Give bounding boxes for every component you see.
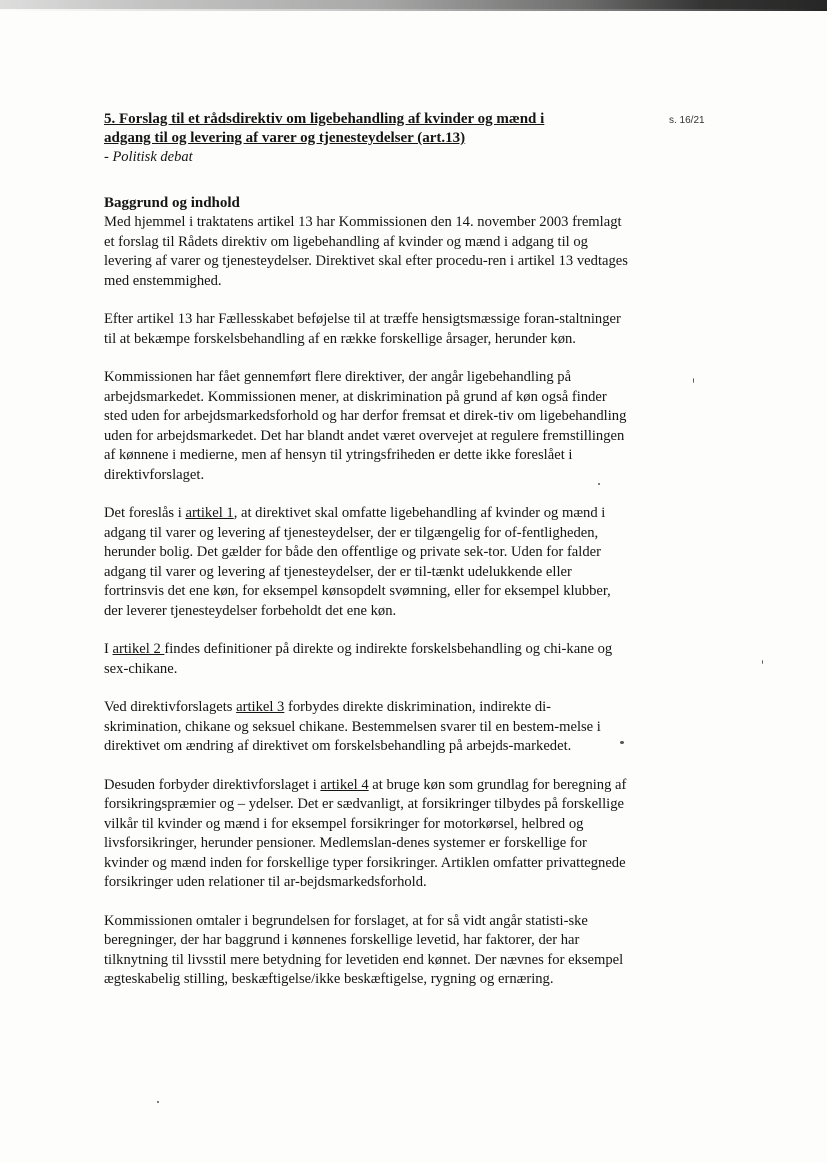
- paragraph-6: [104, 698, 628, 757]
- agenda-item-subtitle: - Politisk debat: [104, 149, 193, 165]
- paragraph-8: Kommissionen omtaler i begrundelsen for forslaget, at for så vidt angår statisti-ske beregninger, der har baggrund i kønnenes forskellige levetid, har faktorer, der har tilknytning til livsstil mere betydning for levetiden end kønnet. Der nævnes for eksempel ægteskabelig stilling, beskæftigelse/ikke beskæftigelse, rygning og ernæring.: [104, 912, 624, 987]
- article-3-reference: artikel 3: [236, 699, 285, 715]
- scan-speck: [157, 1101, 159, 1103]
- scan-edge-artifact: [0, 0, 827, 9]
- heading-line-2: adgang til og levering af varer og tjenesteydelser (art.13): [104, 130, 466, 146]
- paragraph-7-text-after: at bruge køn som grundlag for beregning af forsikringspræmier og – ydelser. Det er sædvanligt, at forsikringer tilbydes på forskellige vilkår til kvinder og mænd i for eksempel forsikringer for motorkørsel, helbred og livsforsikringer, herunder pensioner. Medlemslan-denes systemer er forskellige for kvinder og mænd inden for forskellige typer forsikringer. Artiklen omfatter privattegnede forsikringer uden relationer til ar-bejdsmarkedsforhold.: [104, 776, 627, 890]
- paragraph-5-text-before: I: [104, 641, 113, 657]
- paragraph-7: [104, 776, 628, 893]
- agenda-item-heading: [104, 110, 628, 148]
- article-4-reference: artikel 4: [320, 776, 369, 793]
- scan-speck: [693, 378, 694, 383]
- paragraph-2: Efter artikel 13 har Fællesskabet beføjelse til at træffe hensigtsmæssige foran-staltninger til at bekæmpe forskelsbehandling af en række forskellige årsager, herunder køn.: [104, 311, 621, 347]
- scan-speck: [598, 483, 600, 485]
- paragraph-4-text-before: Det foreslås i: [104, 505, 186, 521]
- paragraph-4: [104, 504, 628, 621]
- paragraph-3: Kommissionen har fået gennemført flere direktiver, der angår ligebehandling på arbejdsmarkedet. Kommissionen mener, at diskrimination på grund af køn også finder sted uden for arbejdsmarkedsforhold og har derfor fremsat et direk-tiv om ligebehandling uden for arbejdsmarkedet. Det har blandt andet været overvejet at regulere fremstillingen af kønnene i medierne, men af hensyn til ytringsfriheden er dette ikke foreslået i direktivforslaget.: [104, 369, 627, 483]
- heading-line-1: 5. Forslag til et rådsdirektiv om ligebehandling af kvinder og mænd i: [104, 111, 545, 127]
- paragraph-5: [104, 640, 628, 679]
- article-1-reference: artikel 1: [185, 505, 234, 521]
- article-2-reference: artikel 2: [112, 641, 165, 657]
- paragraph-1: Med hjemmel i traktatens artikel 13 har Kommissionen den 14. november 2003 fremlagt et forslag til Rådets direktiv om ligebehandling af kvinder og mænd i adgang til og levering af varer og tjenesteydelser. Direktivet skal efter procedu-ren i artikel 13 vedtages med enstemmighed.: [104, 214, 628, 289]
- paragraph-6-text-after: forbydes direkte diskrimination, indirekte di-skrimination, chikane og seksuel chikane. Bestemmelsen svarer til en bestem-melse i direktivet om ændring af direktivet om forskelsbehandling på arbejds-markedet.: [104, 699, 601, 754]
- paragraph-5-text-after: findes definitioner på direkte og indirekte forskelsbehandling og chi-kane og sex-chikane.: [104, 641, 613, 677]
- page-reference: s. 16/21: [669, 115, 705, 126]
- section-title: Baggrund og indhold: [104, 195, 240, 211]
- paragraph-7-text-before: Desuden forbyder direktivforslaget i: [104, 776, 321, 793]
- scan-edge-artifact-shadow: [0, 9, 827, 11]
- document-body: [104, 110, 628, 1009]
- scan-speck: [620, 741, 624, 744]
- scan-speck: [762, 660, 763, 664]
- paragraph-4-text-after: , at direktivet skal omfatte ligebehandling af kvinder og mænd i adgang til varer og levering af tjenesteydelser, der er tilgængelig for of-fentligheden, herunder bolig. Det gælder for både den offentlige og private sek-tor. Uden for falder adgang til varer og levering af tjenesteydelser, der er til-tænkt udelukkende eller fortrinsvis det ene køn, for eksempel kønsopdelt svømning, eller for eksempel klubber, der leverer tjenesteydelser forbeholdt det ene køn.: [104, 505, 611, 619]
- paragraph-6-text-before: Ved direktivforslagets: [104, 699, 237, 715]
